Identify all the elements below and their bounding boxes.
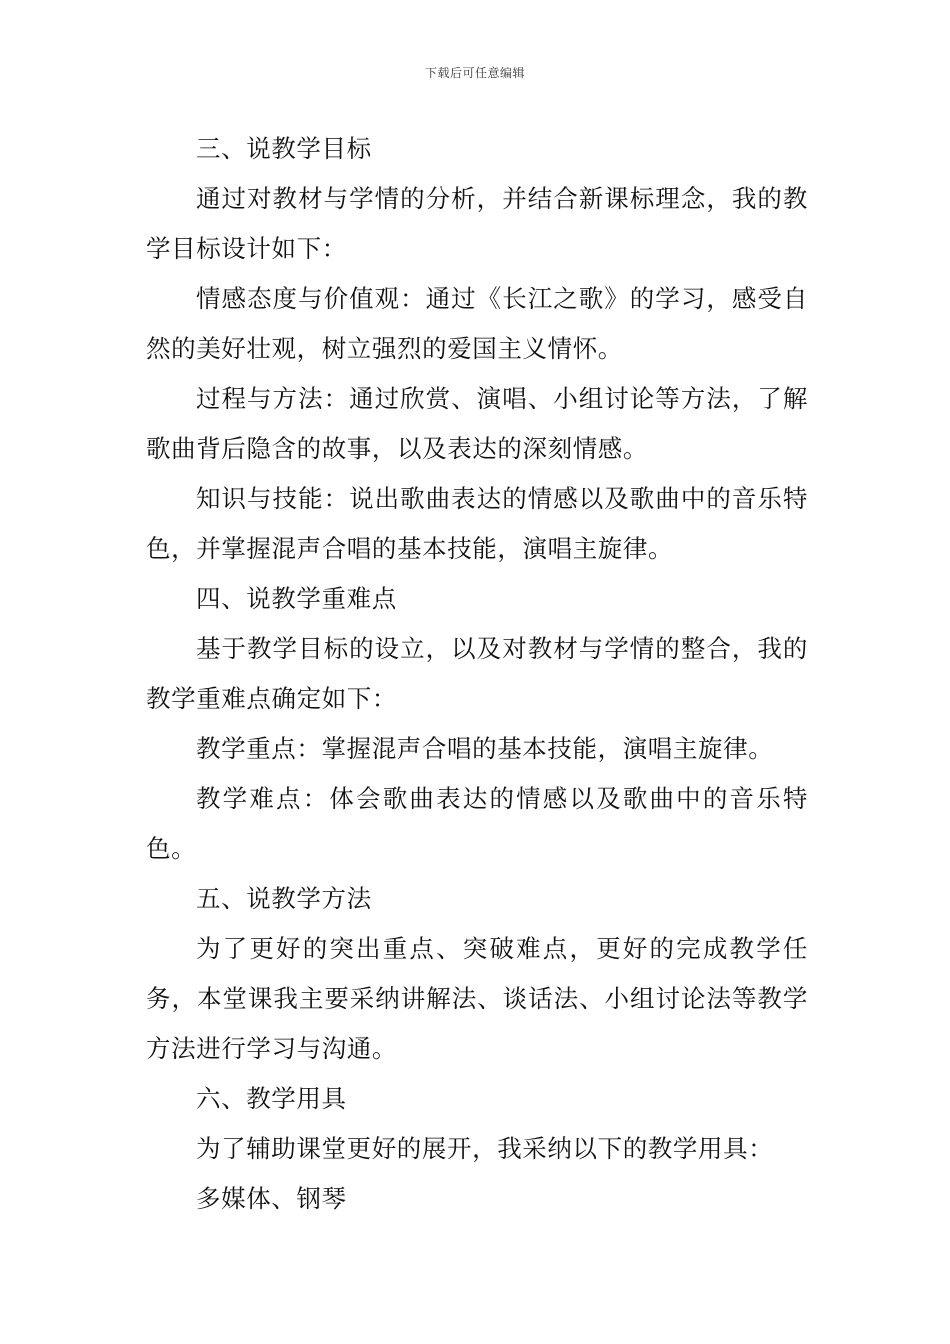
- paragraph: 情感态度与价值观：通过《长江之歌》的学习，感受自然的美好壮观，树立强烈的爱国主义情怀。: [146, 284, 808, 363]
- section-heading-key-points: 四、说教学重难点: [196, 584, 397, 613]
- section-heading-tools: 六、教学用具: [196, 1084, 347, 1113]
- paragraph: 为了更好的突出重点、突破难点，更好的完成教学任务，本堂课我主要采纳讲解法、谈话法、小组讨论法等教学方法进行学习与沟通。: [146, 934, 808, 1063]
- page-header: 下载后可任意编辑: [424, 66, 525, 80]
- section-heading-methods: 五、说教学方法: [196, 884, 372, 913]
- paragraph: 基于教学目标的设立，以及对教材与学情的整合，我的教学重难点确定如下：: [146, 634, 808, 713]
- paragraph: 教学难点：体会歌曲表达的情感以及歌曲中的音乐特色。: [146, 784, 808, 863]
- section-heading-objectives: 三、说教学目标: [196, 134, 372, 163]
- paragraph: 多媒体、钢琴: [196, 1184, 347, 1213]
- paragraph: 过程与方法：通过欣赏、演唱、小组讨论等方法，了解歌曲背后隐含的故事，以及表达的深刻情感。: [146, 384, 808, 463]
- paragraph: 知识与技能：说出歌曲表达的情感以及歌曲中的音乐特色，并掌握混声合唱的基本技能，演唱主旋律。: [146, 484, 808, 563]
- paragraph: 教学重点：掌握混声合唱的基本技能，演唱主旋律。: [196, 734, 774, 763]
- paragraph: 通过对教材与学情的分析，并结合新课标理念，我的教学目标设计如下：: [146, 184, 808, 263]
- paragraph: 为了辅助课堂更好的展开，我采纳以下的教学用具：: [196, 1134, 774, 1163]
- document-body: [146, 124, 808, 1224]
